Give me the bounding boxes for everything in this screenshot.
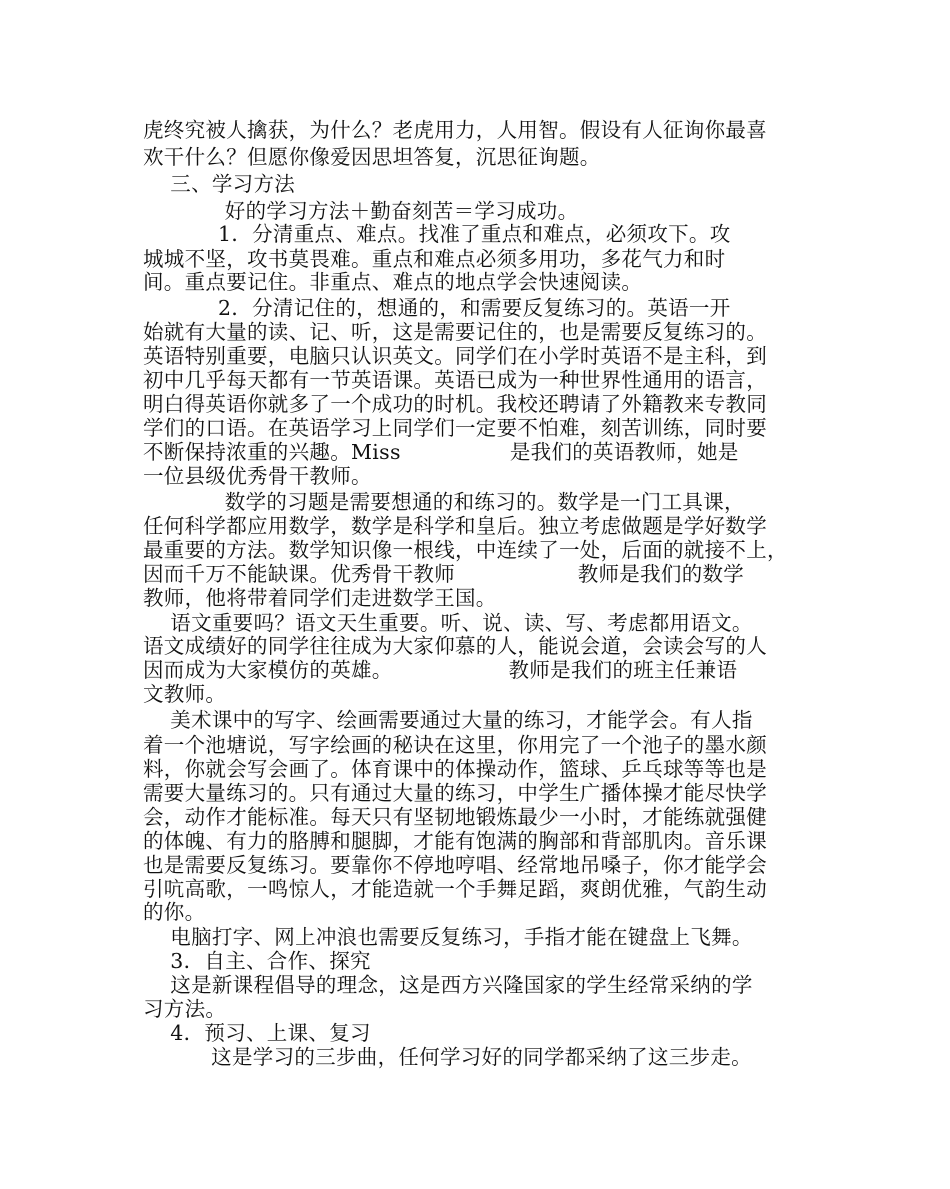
text-line: 习方法。: [143, 997, 227, 1021]
text-line: 电脑打字、网上冲浪也需要反复练习，手指才能在键盘上飞舞。: [143, 925, 753, 949]
text-line: 的体魄、有力的胳膊和腿脚，才能有饱满的胸部和背部肌肉。音乐课: [143, 829, 767, 853]
text-line: 任何科学都应用数学，数学是科学和皇后。独立考虑做题是学好数学: [143, 514, 767, 538]
text-line: 间。重点要记住。非重点、难点的地点学会快速阅读。: [143, 270, 643, 294]
text-line: 引吭高歌，一鸣惊人，才能造就一个手舞足蹈，爽朗优雅，气韵生动: [143, 877, 767, 901]
section-heading: 三、学习方法: [143, 172, 296, 196]
list-heading: 4．预习、上课、复习: [143, 1021, 371, 1045]
text-line: 料，你就会写会画了。体育课中的体操动作，篮球、乒乓球等等也是: [143, 757, 767, 781]
text-line: 初中几乎每天都有一节英语课。英语已成为一种世界性通用的语言，: [143, 368, 767, 392]
text-line: 虎终究被人擒获，为什么？老虎用力，人用智。假设有人征询你最喜: [143, 118, 767, 142]
text-line: 着一个池塘说，写字绘画的秘诀在这里，你用完了一个池子的墨水颜: [143, 733, 767, 757]
text-line: 欢干什么？但愿你像爱因思坦答复，沉思征询题。: [143, 145, 601, 169]
text-line: 明白得英语你就多了一个成功的时机。我校还聘请了外籍教来专教同: [143, 392, 767, 416]
text-line: 一位县级优秀骨干教师。: [143, 464, 372, 488]
text-line: 城城不坚，攻书莫畏难。重点和难点必须多用功，多花气力和时: [143, 247, 726, 271]
text-line: 始就有大量的读、记、听，这是需要记住的，也是需要反复练习的。: [143, 320, 767, 344]
text-line: 语文重要吗？语文天生重要。听、说、读、写、考虑都用语文。: [143, 611, 753, 635]
text-line: 学们的口语。在英语学习上同学们一定要不怕难，刻苦训练，同时要: [143, 416, 767, 440]
text-line: 语文成绩好的同学往往成为大家仰慕的人，能说会道，会读会写的人: [143, 634, 767, 658]
text-line: 的你。: [143, 900, 206, 924]
text-line: 因而成为大家模仿的英雄。 教师是我们的班主任兼语: [143, 658, 738, 682]
text-line: 教师，他将带着同学们走进数学王国。: [143, 586, 497, 610]
text-line: 因而千万不能缺课。优秀骨干教师 教师是我们的数学: [143, 562, 745, 586]
text-line: 英语特别重要，电脑只认识英文。同学们在小学时英语不是主科，到: [143, 344, 767, 368]
text-line: 不断保持浓重的兴趣。Miss 是我们的英语教师，她是: [143, 440, 739, 464]
text-line: 也是需要反复练习。要靠你不停地哼唱、经常地吊嗓子，你才能学会: [143, 853, 767, 877]
text-line: 好的学习方法＋勤奋刻苦＝学习成功。: [143, 199, 579, 223]
text-line: 2．分清记住的，想通的，和需要反复练习的。英语一开: [143, 296, 731, 320]
list-heading: 3．自主、合作、探究: [143, 949, 371, 973]
text-line: 这是学习的三步曲，任何学习好的同学都采纳了这三步走。: [143, 1045, 752, 1069]
text-line: 最重要的方法。数学知识像一根线，中连续了一处，后面的就接不上，: [143, 538, 788, 562]
text-line: 1．分清重点、难点。找准了重点和难点，必须攻下。攻: [143, 222, 731, 246]
text-line: 文教师。: [143, 682, 227, 706]
text-line: 美术课中的写字、绘画需要通过大量的练习，才能学会。有人指: [143, 708, 753, 732]
text-line: 这是新课程倡导的理念，这是西方兴隆国家的学生经常采纳的学: [143, 973, 753, 997]
text-line: 数学的习题是需要想通的和练习的。数学是一门工具课，: [143, 490, 745, 514]
text-line: 需要大量练习的。只有通过大量的练习，中学生广播体操才能尽快学: [143, 781, 767, 805]
text-line: 会，动作才能标准。每天只有坚韧地锻炼最少一小时，才能练就强健: [143, 805, 767, 829]
